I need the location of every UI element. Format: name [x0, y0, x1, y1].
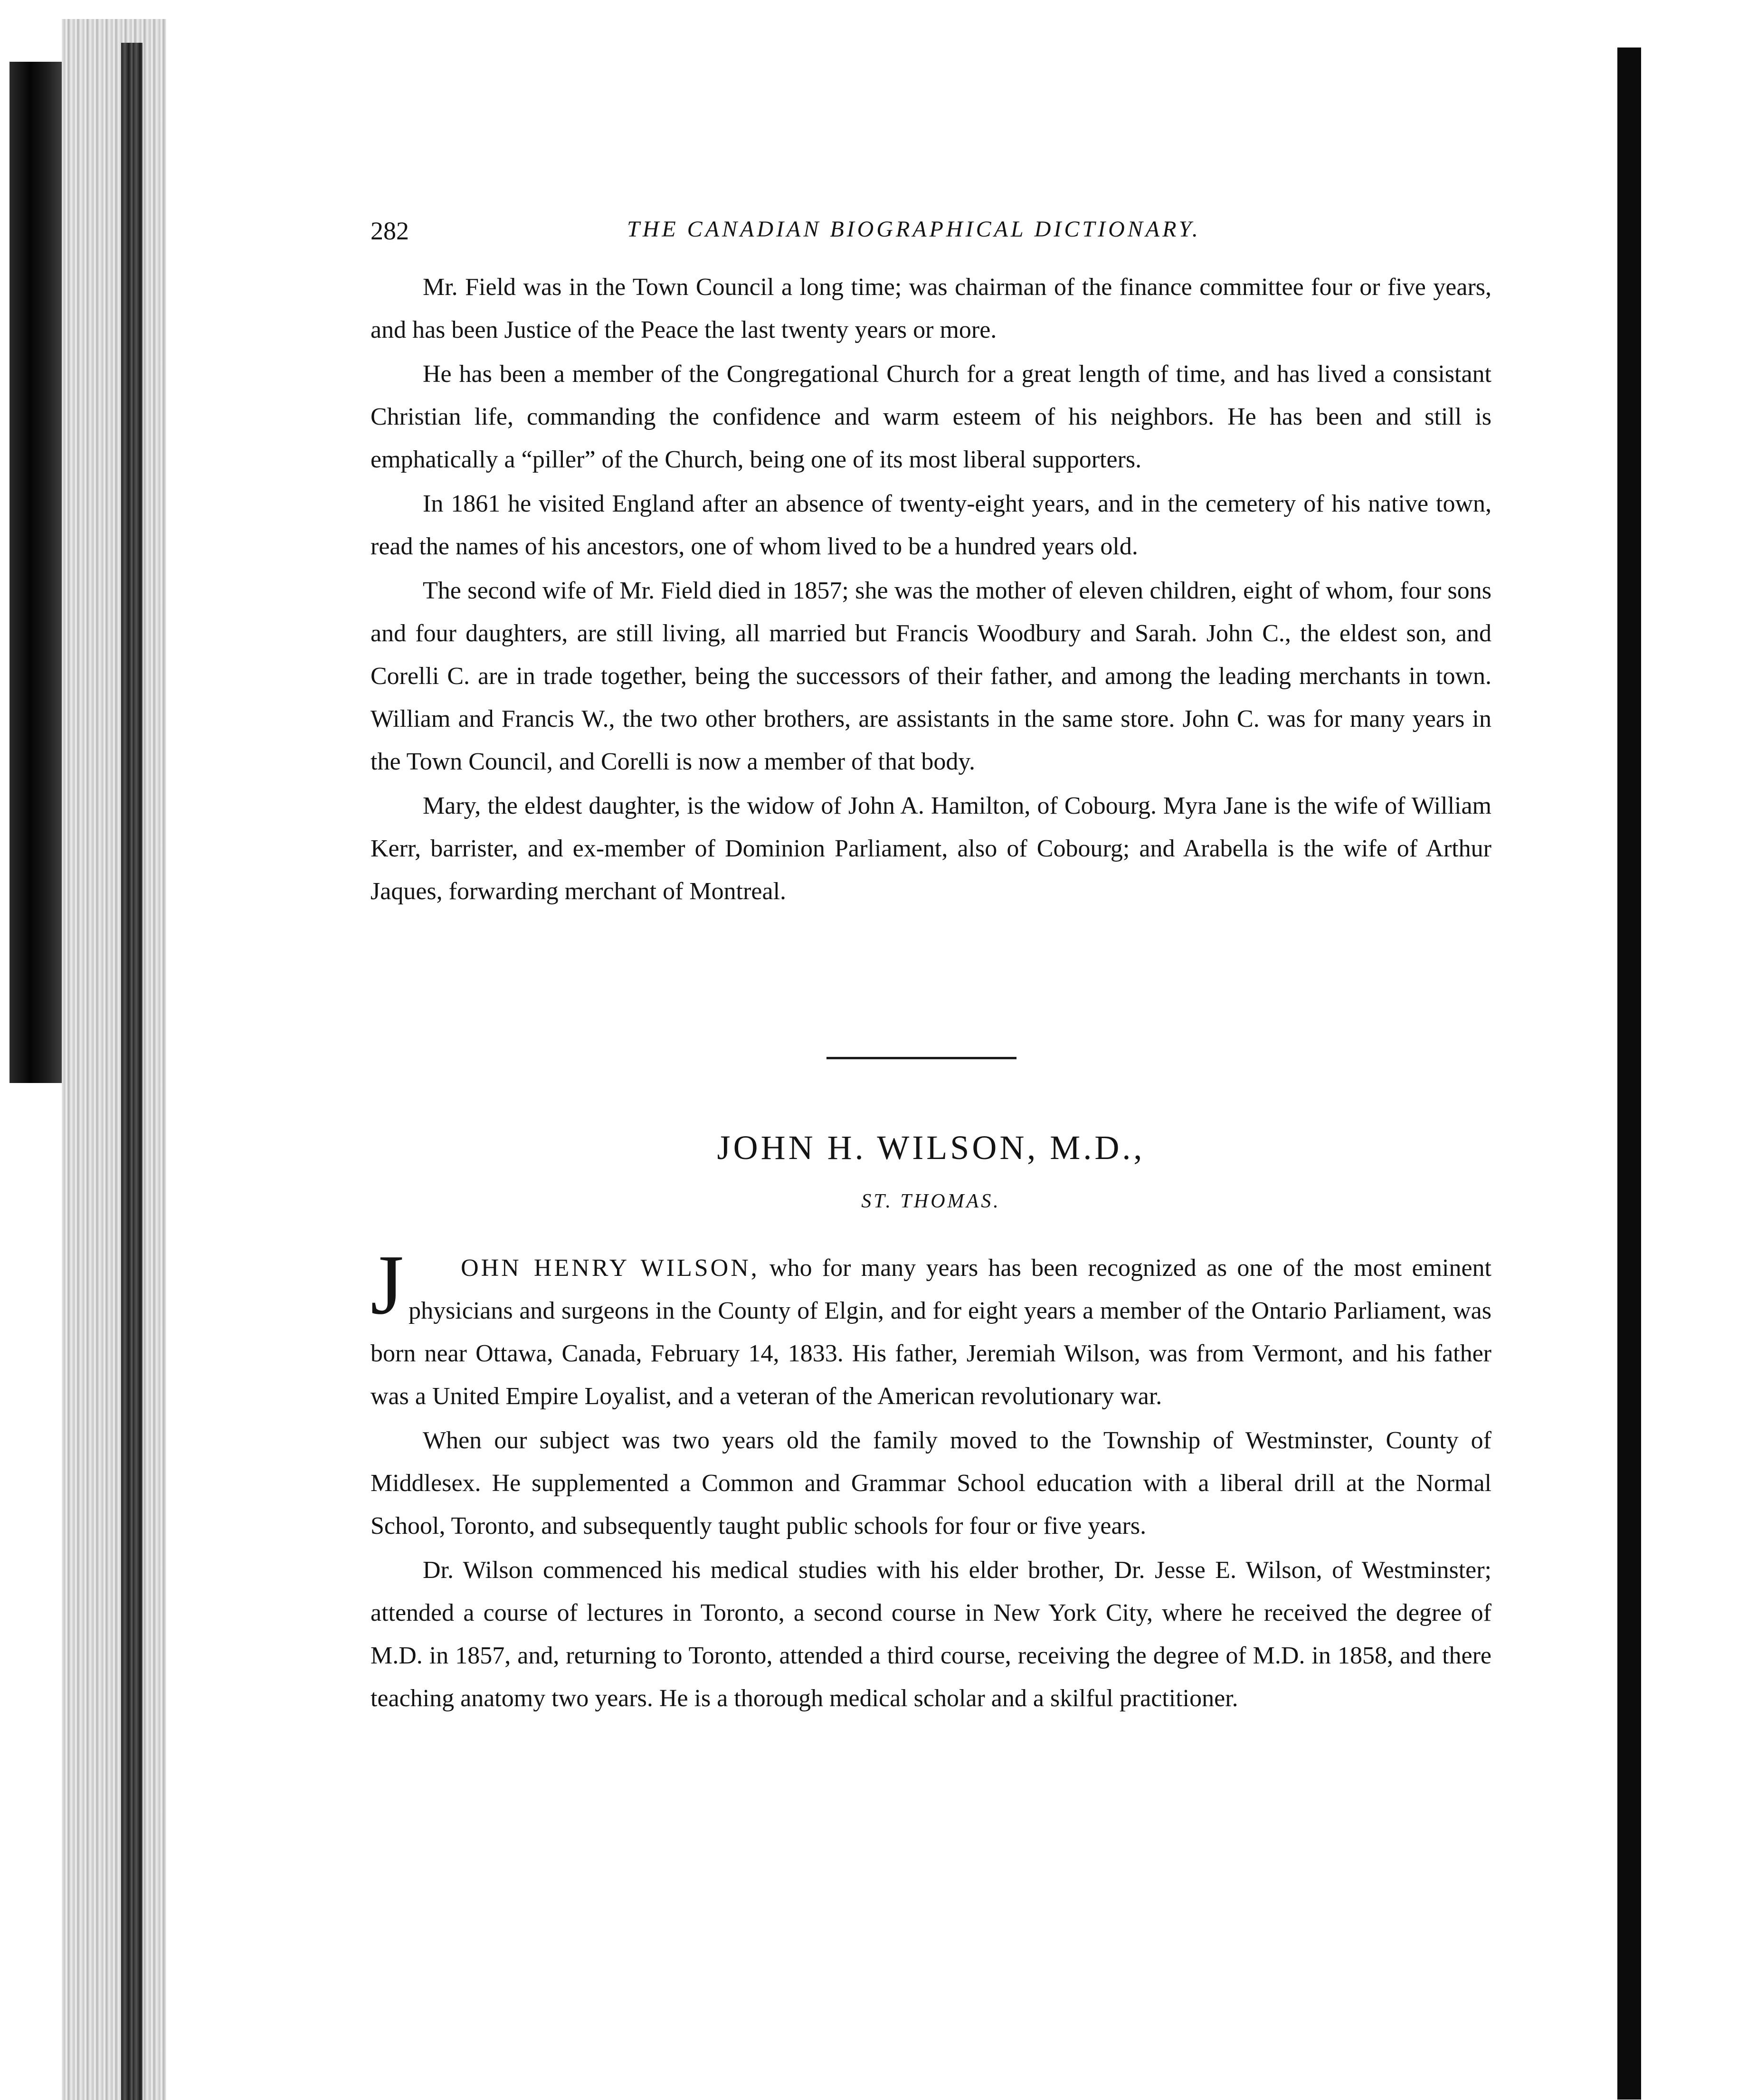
page-edge-shadow: [1617, 48, 1641, 2100]
section-place: ST. THOMAS.: [861, 1190, 1001, 1212]
page-header: [370, 216, 1491, 249]
field-biography-continued: [370, 266, 1491, 913]
paragraph: Dr. Wilson commenced his medical studies with his elder brother, Dr. Jesse E. Wilson, of Westminster; attended a course of lectures in Toronto, a second course in New York City, where he received the degree of M.D. in 1857, and, returning to Toronto, attended a third course, receiving the degree of M.D. in 1858, and there teaching anatomy two years. He is a thorough medical scholar and a skilful practitioner.: [370, 1557, 1491, 1712]
wilson-biography: [370, 1237, 1492, 1720]
paragraph: [370, 1237, 1492, 1418]
binding-gutter: [121, 43, 142, 2100]
paragraph: Mary, the eldest daughter, is the widow of John A. Hamilton, of Cobourg. Myra Jane is the wife of William Kerr, barrister, and ex-member of Dominion Parliament, also of Cobourg; and Arabella is the wife of Arthur Jaques, forwarding merchant of Montreal.: [370, 792, 1491, 905]
binding-shadow: [9, 62, 62, 1083]
drop-cap: J: [370, 1237, 404, 1332]
paragraph: He has been a member of the Congregational Church for a great length of time, and has lived a consistant Christian life, commanding the confidence and warm esteem of his neighbors. He has been and still is emphatically a “piller” of the Church, being one of its most liberal supporters.: [370, 361, 1491, 473]
paragraph: In 1861 he visited England after an absence of twenty-eight years, and in the cemetery of his native town, read the names of his ancestors, one of whom lived to be a hundred years old.: [370, 490, 1491, 560]
paragraph: The second wife of Mr. Field died in 1857; she was the mother of eleven children, eight of whom, four sons and four daughters, are still living, all married but Francis Woodbury and Sarah. John C., the eldest son, and Corelli C. are in trade together, being the successors of their father, and among the leading merchants in town. William and Francis W., the two other brothers, are assistants in the same store. John C. was for many years in the Town Council, and Corelli is now a member of that body.: [370, 577, 1491, 775]
paragraph-text: who for many years has been recognized as one of the most eminent physicians and surgeons in the County of Elgin, and for eight years a member of the Ontario Parliament, was born near Ottawa, Canada, February 14, 1833. His father, Jeremiah Wilson, was from Vermont, and his father was a United Empire Loyalist, and a veteran of the American revolutionary war.: [370, 1254, 1492, 1410]
section-divider: [826, 1057, 1016, 1059]
page-number: 282: [370, 217, 409, 245]
lead-name: OHN HENRY WILSON,: [461, 1254, 760, 1282]
binding-edge: [62, 19, 166, 2100]
paragraph: When our subject was two years old the family moved to the Township of Westminster, County of Middlesex. He supplemented a Common and Grammar School education with a liberal drill at the Normal School, Toronto, and subsequently taught public schools for four or five years.: [370, 1427, 1491, 1539]
section-heading: JOHN H. WILSON, M.D.,: [717, 1129, 1145, 1167]
paragraph: Mr. Field was in the Town Council a long time; was chairman of the finance committee four or five years, and has been Justice of the Peace the last twenty years or more.: [370, 274, 1491, 343]
running-title: THE CANADIAN BIOGRAPHICAL DICTIONARY.: [627, 217, 1201, 242]
